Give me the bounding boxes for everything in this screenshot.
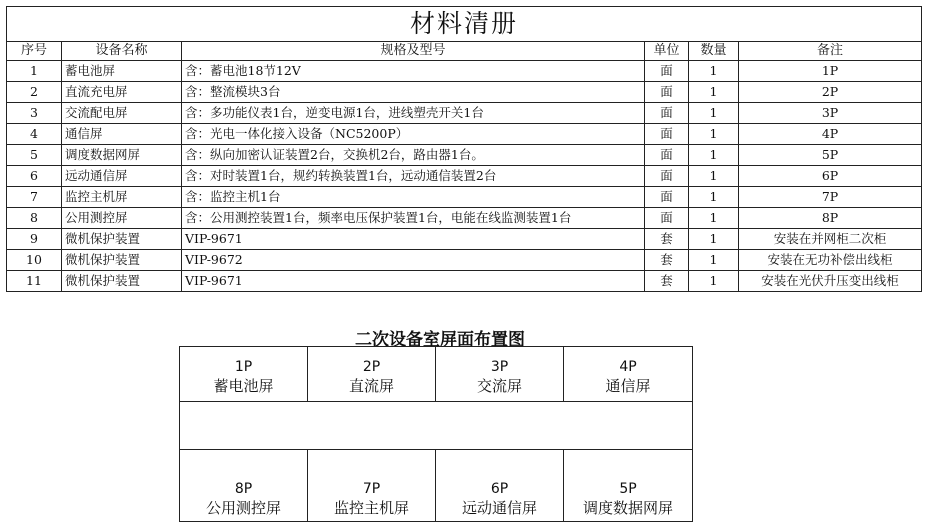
cell-unit: 面: [645, 208, 689, 229]
panel-code: 4P: [619, 359, 637, 375]
panel-name: 调度数据网屏: [582, 499, 673, 517]
panel-name: 蓄电池屏: [213, 377, 274, 395]
cell-remarks: 安装在并网柜二次柜: [739, 229, 922, 250]
header-remarks: 备注: [739, 42, 922, 61]
cell-quantity: 1: [689, 229, 739, 250]
table-row: [7, 271, 922, 292]
cell-remarks: 4P: [739, 124, 922, 145]
cell-spec: 含：光电一体化接入设备（NC5200P）: [182, 124, 645, 145]
cell-index: 3: [7, 103, 62, 124]
cell-remarks: 安装在无功补偿出线柜: [739, 250, 922, 271]
cell-quantity: 1: [689, 166, 739, 187]
cell-unit: 面: [645, 61, 689, 82]
cell-index: 1: [7, 61, 62, 82]
cell-remarks: 1P: [739, 61, 922, 82]
cell-remarks: 2P: [739, 82, 922, 103]
cell-quantity: 1: [689, 250, 739, 271]
panel-name: 交流屏: [476, 377, 522, 395]
cell-remarks: 8P: [739, 208, 922, 229]
header-spec: 规格及型号: [182, 42, 645, 61]
cell-device-name: 公用测控屏: [62, 208, 182, 229]
panel-2p: [308, 347, 436, 402]
cell-unit: 套: [645, 250, 689, 271]
cell-unit: 套: [645, 271, 689, 292]
panel-code: 8P: [234, 481, 253, 497]
panel-layout-title: 二次设备室屏面布置图: [355, 330, 525, 350]
cell-spec: 含：公用测控装置1台，频率电压保护装置1台，电能在线监测装置1台: [182, 208, 645, 229]
cell-index: 8: [7, 208, 62, 229]
cell-remarks: 7P: [739, 187, 922, 208]
panel-3p: [436, 347, 564, 402]
cell-quantity: 1: [689, 271, 739, 292]
table-row: [7, 145, 922, 166]
cell-quantity: 1: [689, 208, 739, 229]
cell-quantity: 1: [689, 187, 739, 208]
cell-device-name: 交流配电屏: [62, 103, 182, 124]
cell-index: 2: [7, 82, 62, 103]
panel-code: 7P: [362, 481, 381, 497]
table-row: [7, 103, 922, 124]
panel-7p: [308, 449, 436, 521]
cell-unit: 面: [645, 103, 689, 124]
cell-device-name: 通信屏: [62, 124, 182, 145]
cell-spec: VIP-9672: [182, 250, 645, 271]
panel-name: 直流屏: [348, 377, 394, 395]
panel-code: 6P: [490, 481, 509, 497]
cell-remarks: 6P: [739, 166, 922, 187]
header-device-name: 设备名称: [62, 42, 182, 61]
cell-device-name: 直流充电屏: [62, 82, 182, 103]
cell-device-name: 远动通信屏: [62, 166, 182, 187]
panel-5p: [564, 449, 692, 521]
cell-unit: 面: [645, 166, 689, 187]
cell-index: 11: [7, 271, 62, 292]
panel-name: 公用测控屏: [205, 499, 281, 517]
cell-spec: 含：蓄电池18节12V: [182, 61, 645, 82]
panel-name: 远动通信屏: [461, 499, 537, 517]
table-row: [7, 124, 922, 145]
material-list-table: [6, 6, 922, 292]
header-row: [7, 42, 922, 61]
cell-index: 9: [7, 229, 62, 250]
cell-device-name: 调度数据网屏: [62, 145, 182, 166]
table-row: [7, 229, 922, 250]
table-row: [7, 250, 922, 271]
cell-device-name: 蓄电池屏: [62, 61, 182, 82]
cell-unit: 面: [645, 82, 689, 103]
panel-6p: [436, 449, 564, 521]
cell-index: 6: [7, 166, 62, 187]
cell-device-name: 微机保护装置: [62, 229, 182, 250]
panel-8p: [180, 449, 308, 521]
cell-spec: 含：监控主机1台: [182, 187, 645, 208]
panel-4p: [564, 347, 692, 402]
cell-unit: 面: [645, 124, 689, 145]
cell-remarks: 3P: [739, 103, 922, 124]
cell-unit: 面: [645, 145, 689, 166]
cell-index: 7: [7, 187, 62, 208]
cell-index: 10: [7, 250, 62, 271]
cell-spec: VIP-9671: [182, 271, 645, 292]
panel-code: 2P: [362, 359, 381, 375]
cell-unit: 套: [645, 229, 689, 250]
cell-quantity: 1: [689, 82, 739, 103]
cell-quantity: 1: [689, 124, 739, 145]
cell-device-name: 微机保护装置: [62, 250, 182, 271]
cell-quantity: 1: [689, 103, 739, 124]
table-row: [7, 61, 922, 82]
cell-device-name: 微机保护装置: [62, 271, 182, 292]
panel-name: 监控主机屏: [333, 499, 409, 517]
panel-code: 3P: [490, 359, 509, 375]
cell-remarks: 5P: [739, 145, 922, 166]
table-title: 材料清册: [7, 7, 922, 42]
cell-quantity: 1: [689, 61, 739, 82]
panel-layout-diagram: [179, 346, 693, 522]
cell-spec: 含：对时装置1台，规约转换装置1台，远动通信装置2台: [182, 166, 645, 187]
cell-quantity: 1: [689, 145, 739, 166]
cell-index: 5: [7, 145, 62, 166]
cell-spec: 含：整流模块3台: [182, 82, 645, 103]
panel-name: 通信屏: [605, 377, 651, 395]
table-row: [7, 82, 922, 103]
cell-unit: 面: [645, 187, 689, 208]
header-index: 序号: [7, 42, 62, 61]
cell-index: 4: [7, 124, 62, 145]
cell-remarks: 安装在光伏升压变出线柜: [739, 271, 922, 292]
table-row: [7, 166, 922, 187]
panel-code: 1P: [234, 359, 253, 375]
panel-1p: [180, 347, 308, 402]
panel-code: 5P: [619, 481, 637, 497]
header-unit: 单位: [645, 42, 689, 61]
table-row: [7, 187, 922, 208]
header-quantity: 数量: [689, 42, 739, 61]
cell-spec: 含：纵向加密认证装置2台，交换机2台，路由器1台。: [182, 145, 645, 166]
cell-spec: VIP-9671: [182, 229, 645, 250]
table-row: [7, 208, 922, 229]
cell-spec: 含：多功能仪表1台，逆变电源1台，进线塑壳开关1台: [182, 103, 645, 124]
cell-device-name: 监控主机屏: [62, 187, 182, 208]
